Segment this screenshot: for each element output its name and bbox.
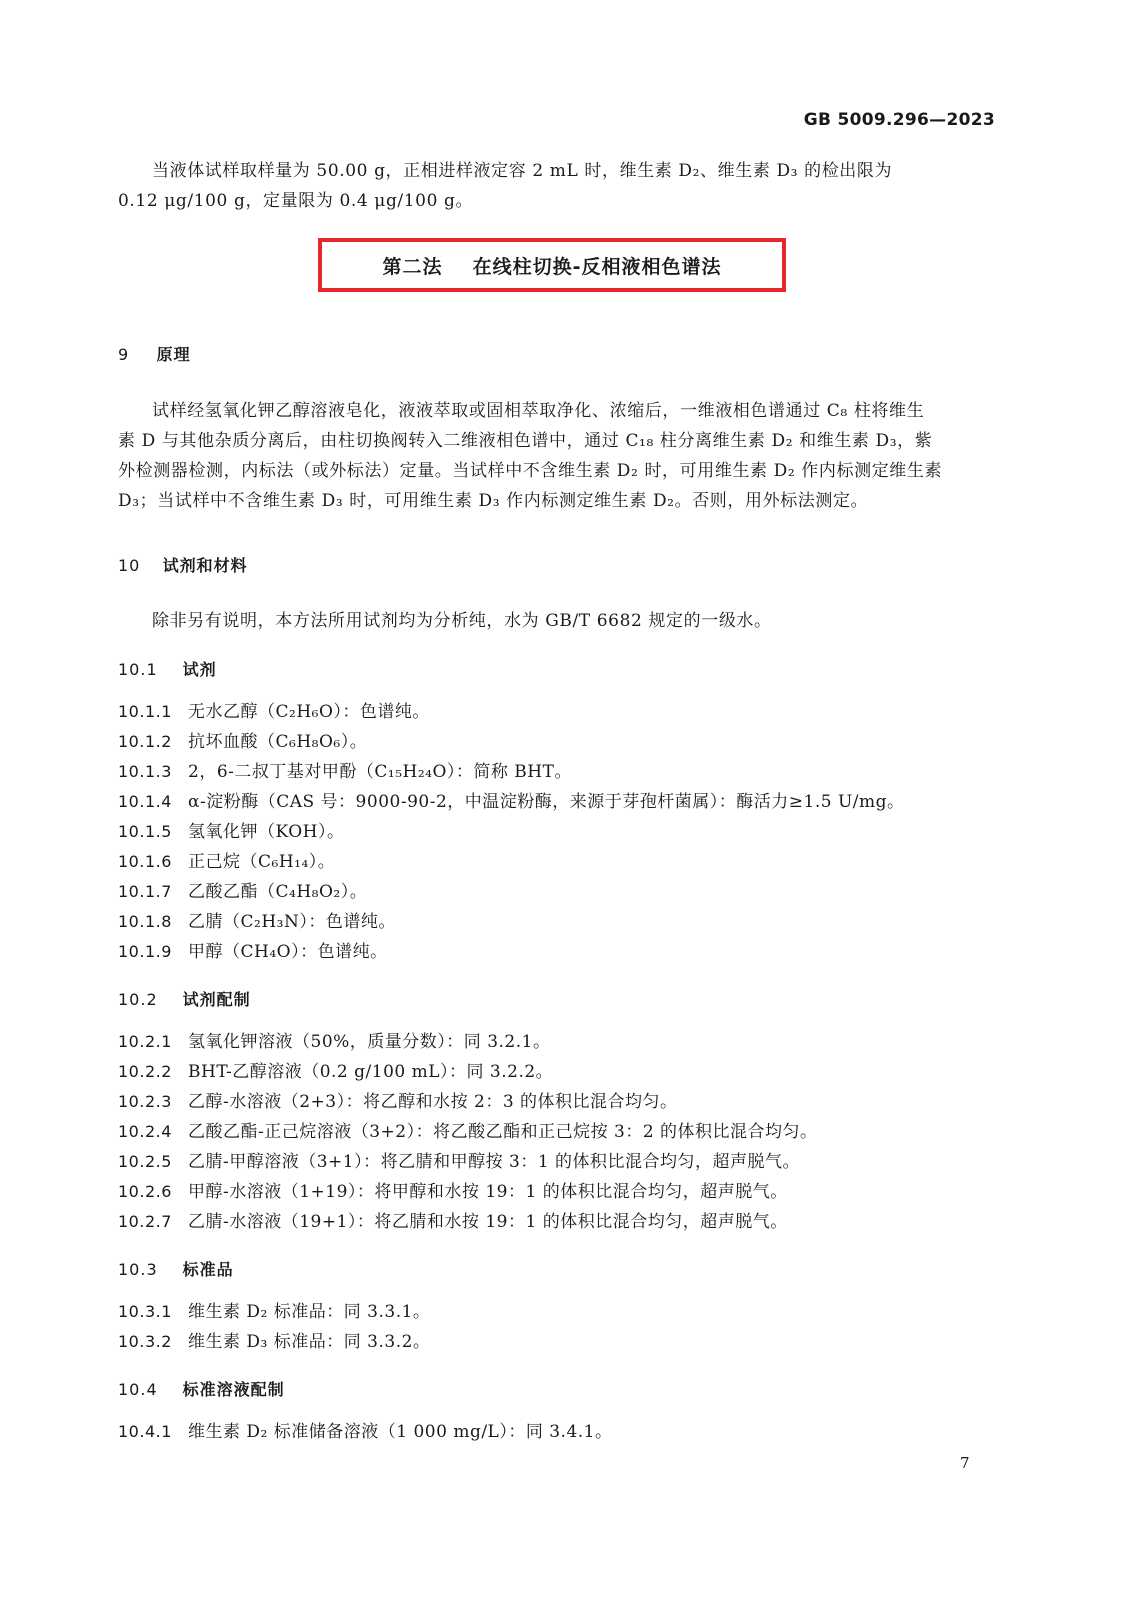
list-item bbox=[118, 941, 388, 963]
section-10-2-heading bbox=[118, 987, 251, 1010]
list-item bbox=[118, 791, 905, 813]
list-item bbox=[118, 911, 396, 933]
item-text: 甲醇-水溶液（1+19）：将甲醇和水按 19：1 的体积比混合均匀，超声脱气。 bbox=[188, 1182, 788, 1202]
item-text: α-淀粉酶（CAS 号：9000-90-2，中温淀粉酶，来源于芽孢杆菌属）：酶活力≥1.5 U/mg。 bbox=[188, 792, 905, 812]
section-10-3-title: 标准品 bbox=[182, 1260, 234, 1279]
list-item bbox=[118, 1121, 818, 1143]
section-9-number: 9 bbox=[118, 345, 130, 364]
section-9-title: 原理 bbox=[156, 345, 191, 364]
method-title-part2: 在线柱切换-反相液相色谱法 bbox=[472, 255, 722, 278]
section-10-1-heading bbox=[118, 657, 217, 680]
list-item bbox=[118, 821, 345, 843]
list-item bbox=[118, 1031, 550, 1053]
list-item bbox=[118, 881, 367, 903]
item-text: 维生素 D₂ 标准品：同 3.3.1。 bbox=[188, 1302, 431, 1322]
item-number: 10.2.1 bbox=[118, 1032, 172, 1051]
item-number: 10.1.1 bbox=[118, 702, 172, 721]
item-text: 2，6-二叔丁基对甲酚（C₁₅H₂₄O）：简称 BHT。 bbox=[188, 762, 572, 782]
section-10-intro: 除非另有说明，本方法所用试剂均为分析纯，水为 GB/T 6682 规定的一级水。 bbox=[152, 611, 772, 631]
item-text: 无水乙醇（C₂H₆O）：色谱纯。 bbox=[188, 702, 430, 722]
section-10-heading bbox=[118, 553, 248, 576]
item-number: 10.2.7 bbox=[118, 1212, 172, 1231]
section-10-2-number: 10.2 bbox=[118, 990, 158, 1009]
list-item bbox=[118, 761, 572, 783]
item-number: 10.1.4 bbox=[118, 792, 172, 811]
item-text: 甲醇（CH₄O）：色谱纯。 bbox=[188, 942, 388, 962]
list-item bbox=[118, 701, 430, 723]
item-number: 10.2.6 bbox=[118, 1182, 172, 1201]
list-item bbox=[118, 1151, 800, 1173]
item-number: 10.1.6 bbox=[118, 852, 172, 871]
item-number: 10.2.2 bbox=[118, 1062, 172, 1081]
item-text: 抗坏血酸（C₆H₈O₆）。 bbox=[188, 732, 368, 752]
section-10-2-title: 试剂配制 bbox=[182, 990, 251, 1009]
list-item bbox=[118, 1331, 430, 1353]
item-number: 10.1.7 bbox=[118, 882, 172, 901]
item-number: 10.1.2 bbox=[118, 732, 172, 751]
list-item bbox=[118, 731, 367, 753]
item-text: 乙酸乙酯（C₄H₈O₂）。 bbox=[188, 882, 368, 902]
standard-number: GB 5009.296—2023 bbox=[803, 110, 995, 130]
section-10-title: 试剂和材料 bbox=[162, 556, 248, 575]
principle-line-2: 素 D 与其他杂质分离后，由柱切换阀转入二维液相色谱中，通过 C₁₈ 柱分离维生素 D₂ 和维生素 D₃，紫 bbox=[118, 431, 933, 451]
item-text: 正己烷（C₆H₁₄）。 bbox=[188, 852, 336, 872]
item-number: 10.2.3 bbox=[118, 1092, 172, 1111]
list-item bbox=[118, 1061, 553, 1083]
method-title-part1: 第二法 bbox=[382, 255, 443, 278]
section-10-4-title: 标准溶液配制 bbox=[182, 1380, 285, 1399]
list-item bbox=[118, 1301, 430, 1323]
item-text: 氢氧化钾（KOH）。 bbox=[188, 822, 345, 842]
item-number: 10.1.9 bbox=[118, 942, 172, 961]
item-text: 乙腈（C₂H₃N）：色谱纯。 bbox=[188, 912, 396, 932]
intro-line-2: 0.12 μg/100 g，定量限为 0.4 μg/100 g。 bbox=[118, 191, 474, 211]
section-10-4-heading bbox=[118, 1377, 285, 1400]
item-text: 维生素 D₂ 标准储备溶液（1 000 mg/L）：同 3.4.1。 bbox=[188, 1422, 613, 1442]
section-10-3-number: 10.3 bbox=[118, 1260, 158, 1279]
item-number: 10.4.1 bbox=[118, 1422, 172, 1441]
principle-line-3: 外检测器检测，内标法（或外标法）定量。当试样中不含维生素 D₂ 时，可用维生素 D₂ 作内标测定维生素 bbox=[118, 461, 943, 481]
item-text: 乙醇-水溶液（2+3）：将乙醇和水按 2：3 的体积比混合均匀。 bbox=[188, 1092, 678, 1112]
item-number: 10.1.8 bbox=[118, 912, 172, 931]
section-10-4-number: 10.4 bbox=[118, 1380, 158, 1399]
page-number: 7 bbox=[960, 1454, 970, 1472]
principle-line-1: 试样经氢氧化钾乙醇溶液皂化，液液萃取或固相萃取净化、浓缩后，一维液相色谱通过 C₈ 柱将维生 bbox=[152, 401, 925, 421]
section-10-1-title: 试剂 bbox=[182, 660, 217, 679]
section-10-number: 10 bbox=[118, 556, 141, 575]
principle-line-4: D₃；当试样中不含维生素 D₃ 时，可用维生素 D₃ 作内标测定维生素 D₂。否则，用外标法测定。 bbox=[118, 491, 869, 511]
item-number: 10.1.5 bbox=[118, 822, 172, 841]
list-item bbox=[118, 1091, 678, 1113]
section-9-heading bbox=[118, 342, 191, 365]
section-10-1-number: 10.1 bbox=[118, 660, 158, 679]
item-text: 乙腈-水溶液（19+1）：将乙腈和水按 19：1 的体积比混合均匀，超声脱气。 bbox=[188, 1212, 788, 1232]
item-number: 10.2.4 bbox=[118, 1122, 172, 1141]
list-item bbox=[118, 1211, 788, 1233]
item-text: 维生素 D₃ 标准品：同 3.3.2。 bbox=[188, 1332, 431, 1352]
list-item bbox=[118, 1421, 613, 1443]
section-10-3-heading bbox=[118, 1257, 234, 1280]
item-number: 10.3.1 bbox=[118, 1302, 172, 1321]
item-text: 氢氧化钾溶液（50%，质量分数）：同 3.2.1。 bbox=[188, 1032, 551, 1052]
item-number: 10.3.2 bbox=[118, 1332, 172, 1351]
list-item bbox=[118, 851, 335, 873]
item-text: 乙酸乙酯-正己烷溶液（3+2）：将乙酸乙酯和正己烷按 3：2 的体积比混合均匀。 bbox=[188, 1122, 818, 1142]
list-item bbox=[118, 1181, 788, 1203]
item-number: 10.1.3 bbox=[118, 762, 172, 781]
method-title-box bbox=[318, 238, 786, 292]
item-text: BHT-乙醇溶液（0.2 g/100 mL）：同 3.2.2。 bbox=[188, 1062, 554, 1082]
intro-line-1: 当液体试样取样量为 50.00 g，正相进样液定容 2 mL 时，维生素 D₂、维生素 D₃ 的检出限为 bbox=[152, 161, 893, 181]
item-number: 10.2.5 bbox=[118, 1152, 172, 1171]
item-text: 乙腈-甲醇溶液（3+1）：将乙腈和甲醇按 3：1 的体积比混合均匀，超声脱气。 bbox=[188, 1152, 801, 1172]
